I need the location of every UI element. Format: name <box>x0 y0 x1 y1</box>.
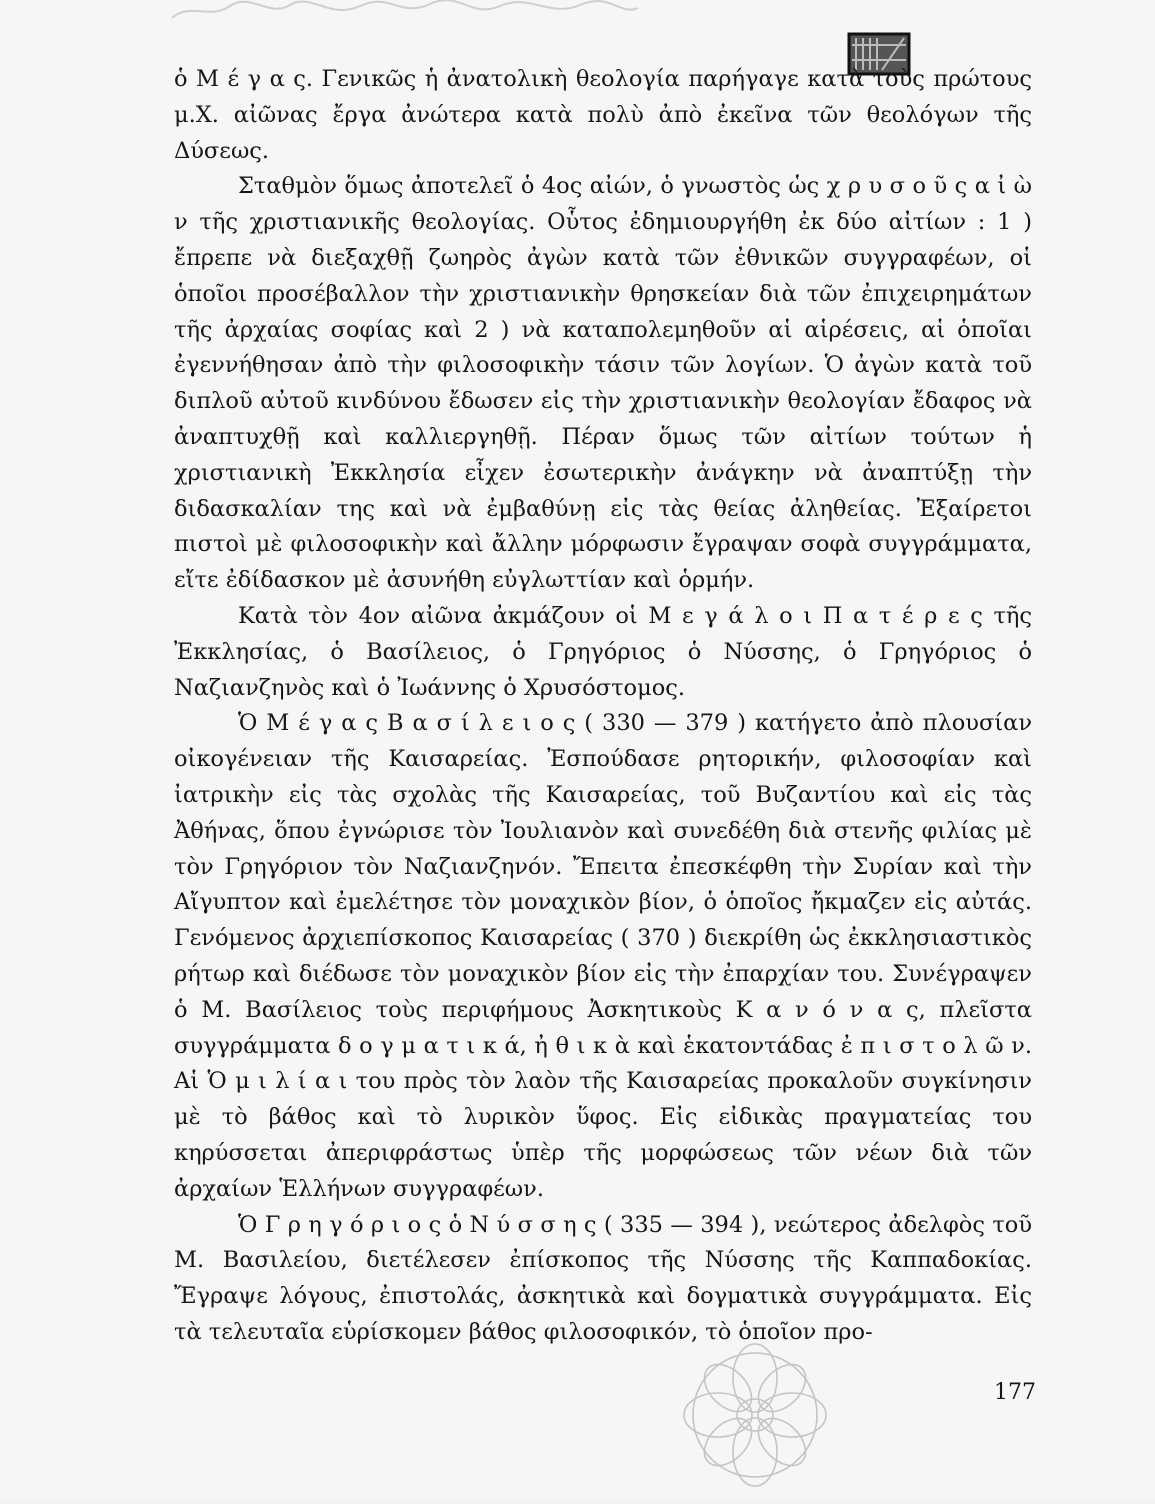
body-text <box>174 62 1032 1351</box>
pencil-scribble-top <box>170 0 640 22</box>
paragraph: Κατὰ τὸν 4ον αἰῶνα ἀκμάζουν οἱ Μ ε γ ά λ ο ι Π α τ έ ρ ε ς τῆς Ἐκκλησίας, ὁ Βασίλειος, ὁ Γρηγόριος ὁ Νύσσης, ὁ Γρηγόριος ὁ Ναζιανζηνὸς καὶ ὁ Ἰωάννης ὁ Χρυσόστομος. <box>174 602 1032 701</box>
paragraph: Ὁ Γ ρ η γ ό ρ ι ο ς ὁ Ν ύ σ σ η ς ( 335 — 394 ), νεώτερος ἀδελφὸς τοῦ Μ. Βασιλείου, διετέλεσεν ἐπίσκοπος τῆς Νύσσης τῆς Καππαδοκίας. Ἔγραψε λόγους, ἐπιστολάς, ἀσκητικὰ καὶ δογματικὰ συγγράμματα. Εἰς τὰ τελευταῖα εὑρίσκομεν βάθος φιλοσοφικόν, τὸ ὁποῖον προ- <box>174 1211 1032 1345</box>
paragraph: Σταθμὸν ὅμως ἀποτελεῖ ὁ 4ος αἰών, ὁ γνωστὸς ὡς χ ρ υ σ ο ῦ ς α ἰ ὼ ν τῆς χριστιανικῆς θεολογίας. Οὗτος ἐδημιουργήθη ἐκ δύο αἰτίων : 1 ) ἔπρεπε νὰ διεξαχθῇ ζωηρὸς ἀγὼν κατὰ τῶν ἐθνικῶν συγγραφέων, οἱ ὁποῖοι προσέβαλλον τὴν χριστιανικὴν θρησκείαν διὰ τῶν ἐπιχειρημάτων τῆς ἀρχαίας σοφίας καὶ 2 ) νὰ καταπολεμηθοῦν αἱ αἱρέσεις, αἱ ὁποῖαι ἐγεννήθησαν ἀπὸ τὴν φιλοσοφικὴν τάσιν τῶν λογίων. Ὁ ἀγὼν κατὰ τοῦ διπλοῦ αὐτοῦ κινδύνου ἔδωσεν εἰς τὴν χριστιανικὴν θεολογίαν ἔδαφος νὰ ἀναπτυχθῇ καὶ καλλιεργηθῇ. Πέραν ὅμως τῶν αἰτίων τούτων ἡ χριστιανικὴ Ἐκκλησία εἶχεν ἐσωτερικὴν ἀνάγκην νὰ ἀναπτύξῃ τὴν διδασκαλίαν της καὶ νὰ ἐμβαθύνῃ εἰς τὰς θείας ἀληθείας. Ἐξαίρετοι πιστοὶ μὲ φιλοσοφικὴν καὶ ἄλλην μόρφωσιν ἔγραψαν σοφὰ συγγράμματα, εἴτε ἐδίδασκον μὲ ἀσυνήθη εὐγλωττίαν καὶ ὁρμήν. <box>174 173 1032 594</box>
page-number: 177 <box>994 1380 1036 1405</box>
paragraph: ὁ Μ έ γ α ς. Γενικῶς ἡ ἀνατολικὴ θεολογία παρήγαγε κατὰ τοὺς πρώτους μ.Χ. αἰῶνας ἔργα ἀνώτερα κατὰ πολὺ ἀπὸ ἐκεῖνα τῶν θεολόγων τῆς Δύσεως. <box>174 66 1032 164</box>
paragraph: Ὁ Μ έ γ α ς Β α σ ί λ ε ι ο ς ( 330 — 379 ) κατήγετο ἀπὸ πλουσίαν οἰκογένειαν τῆς Καισαρείας. Ἐσπούδασε ρητορικήν, φιλοσοφίαν καὶ ἰατρικὴν εἰς τὰς σχολὰς τῆς Καισαρείας, τοῦ Βυζαντίου καὶ εἰς τὰς Ἀθήνας, ὅπου ἐγνώρισε τὸν Ἰουλιανὸν καὶ συνεδέθη διὰ στενῆς φιλίας μὲ τὸν Γρηγόριον τὸν Ναζιανζηνόν. Ἔπειτα ἐπεσκέφθη τὴν Συρίαν καὶ τὴν Αἴγυπτον καὶ ἐμελέτησε τὸν μοναχικὸν βίον, ὁ ὁποῖος ἤκμαζεν εἰς αὐτάς. Γενόμενος ἀρχιεπίσκοπος Καισαρείας ( 370 ) διεκρίθη ὡς ἐκκλησιαστικὸς ρήτωρ καὶ διέδωσε τὸν μοναχικὸν βίον εἰς τὴν ἐπαρχίαν του. Συνέγραψεν ὁ Μ. Βασίλειος τοὺς περιφήμους Ἀσκητικοὺς Κ α ν ό ν α ς, πλεῖστα συγγράμματα δ ο γ μ α τ ι κ ά, ἠ θ ι κ ὰ καὶ ἑκατοντάδας ἐ π ι σ τ ο λ ῶ ν. Αἱ Ὁ μ ι λ ί α ι του πρὸς τὸν λαὸν τῆς Καισαρείας προκαλοῦν συγκίνησιν μὲ τὸ βάθος καὶ τὸ λυρικὸν ὕφος. Εἰς εἰδικὰς πραγματείας του κηρύσσεται ἀπεριφράστως ὑπὲρ τῆς μορφώσεως τῶν νέων διὰ τῶν ἀρχαίων Ἑλλήνων συγγραφέων. <box>174 710 1032 1202</box>
pencil-flower-drawing-icon <box>640 1320 870 1500</box>
